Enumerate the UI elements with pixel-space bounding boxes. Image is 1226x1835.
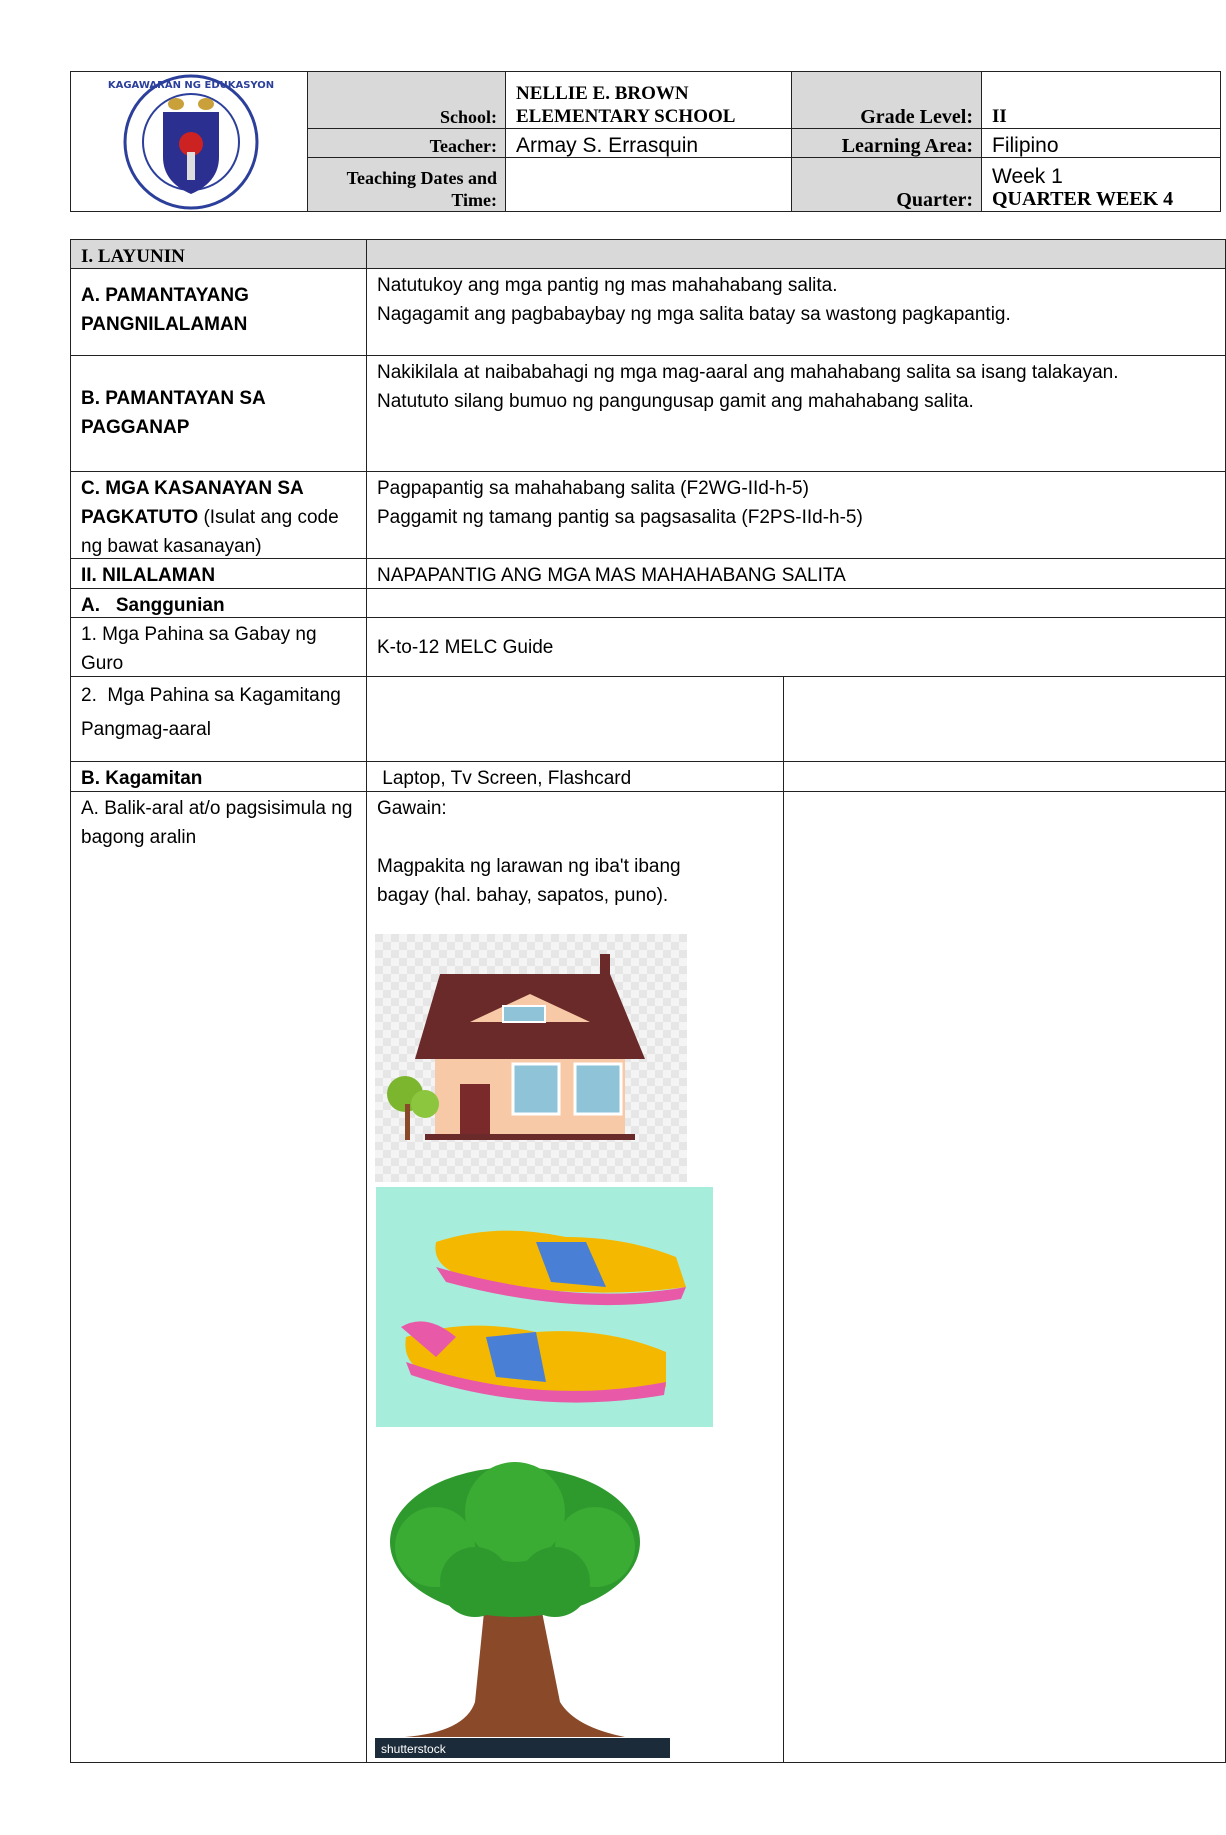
sanggunian-value xyxy=(366,588,1226,618)
layunin-value xyxy=(366,239,1226,269)
teacher-label: Teacher: xyxy=(307,128,506,158)
shoes-image xyxy=(376,1187,713,1427)
kasanayan-note: (Isulat ang code ng bawat kasanayan) xyxy=(81,507,339,557)
learning-area-value: Filipino xyxy=(981,128,1221,158)
gawain-label: Gawain: xyxy=(377,798,447,819)
house-image xyxy=(375,934,687,1182)
kagamitang-label: 2. Mga Pahina sa Kagamitang Pangmag-aaral xyxy=(70,676,367,762)
quarter-value: Week 1 QUARTER WEEK 4 xyxy=(981,157,1221,212)
teaching-dates-label: Teaching Dates and Time: xyxy=(307,157,506,212)
kagamitang-value xyxy=(366,676,784,762)
text-line: Paggamit ng tamang pantig sa pagsasalita (F2PS-IId-h-5) xyxy=(377,507,863,528)
grade-level-label: Grade Level: xyxy=(791,71,982,129)
quarter-label: Quarter: xyxy=(791,157,982,212)
pamantayan-sa-pagganap-value xyxy=(366,355,1226,472)
text-line: Natutukoy ang mga pantig ng mas mahahabang salita. xyxy=(377,275,838,296)
teaching-dates-value xyxy=(505,157,792,212)
kasanayan-bold: C. MGA KASANAYAN SA PAGKATUTO xyxy=(81,478,304,528)
pamantayan-sa-pagganap-label: B. PAMANTAYAN SA PAGGANAP xyxy=(70,355,367,472)
tree-image xyxy=(375,1452,670,1758)
logo-cell xyxy=(70,71,308,212)
grade-level-value: II xyxy=(981,71,1221,129)
balik-aral-label: A. Balik-aral at/o pagsisimula ng bagong aralin xyxy=(70,791,367,1763)
kagamitan-value: Laptop, Tv Screen, Flashcard xyxy=(366,761,784,792)
kasanayan-value xyxy=(366,471,1226,559)
gabay-label: 1. Mga Pahina sa Gabay ng Guro xyxy=(70,617,367,677)
school-label: School: xyxy=(307,71,506,129)
sanggunian-label: A. Sanggunian xyxy=(70,588,367,618)
pamantayang-pangnilalaman-label: A. PAMANTAYANG PANGNILALAMAN xyxy=(70,268,367,356)
kagamitan-extra xyxy=(783,761,1226,792)
learning-area-label: Learning Area: xyxy=(791,128,982,158)
deped-seal-logo xyxy=(107,72,275,212)
nilalaman-value: NAPAPANTIG ANG MGA MAS MAHAHABANG SALITA xyxy=(366,558,1226,589)
text-line: Natututo silang bumuo ng pangungusap gamit ang mahahabang salita. xyxy=(377,391,974,412)
text-line: Nakikilala at naibabahagi ng mga mag-aaral ang mahahabang salita sa isang talakayan. xyxy=(377,362,1119,383)
pamantayang-pangnilalaman-value xyxy=(366,268,1226,356)
nilalaman-label: II. NILALAMAN xyxy=(70,558,367,589)
kagamitan-label: B. Kagamitan xyxy=(70,761,367,792)
school-value: NELLIE E. BROWN ELEMENTARY SCHOOL xyxy=(505,71,792,129)
svg-text:KAGAWARAN NG EDUKASYON: KAGAWARAN NG EDUKASYON xyxy=(107,80,275,91)
text-line: Nagagamit ang pagbabaybay ng mga salita batay sa wastong pagkapantig. xyxy=(377,304,1011,325)
watermark-text: shutterstock xyxy=(381,1742,446,1756)
teacher-value: Armay S. Errasquin xyxy=(505,128,792,158)
kagamitang-extra xyxy=(783,676,1226,762)
text-line: Pagpapantig sa mahahabang salita (F2WG-IId-h-5) xyxy=(377,478,809,499)
balik-aral-extra xyxy=(783,791,1226,1763)
kasanayan-label xyxy=(70,471,367,559)
gabay-value: K-to-12 MELC Guide xyxy=(366,617,1226,677)
gawain-description: Magpakita ng larawan ng iba't ibang bagay (hal. bahay, sapatos, puno). xyxy=(377,856,681,906)
layunin-heading: I. LAYUNIN xyxy=(70,239,367,269)
